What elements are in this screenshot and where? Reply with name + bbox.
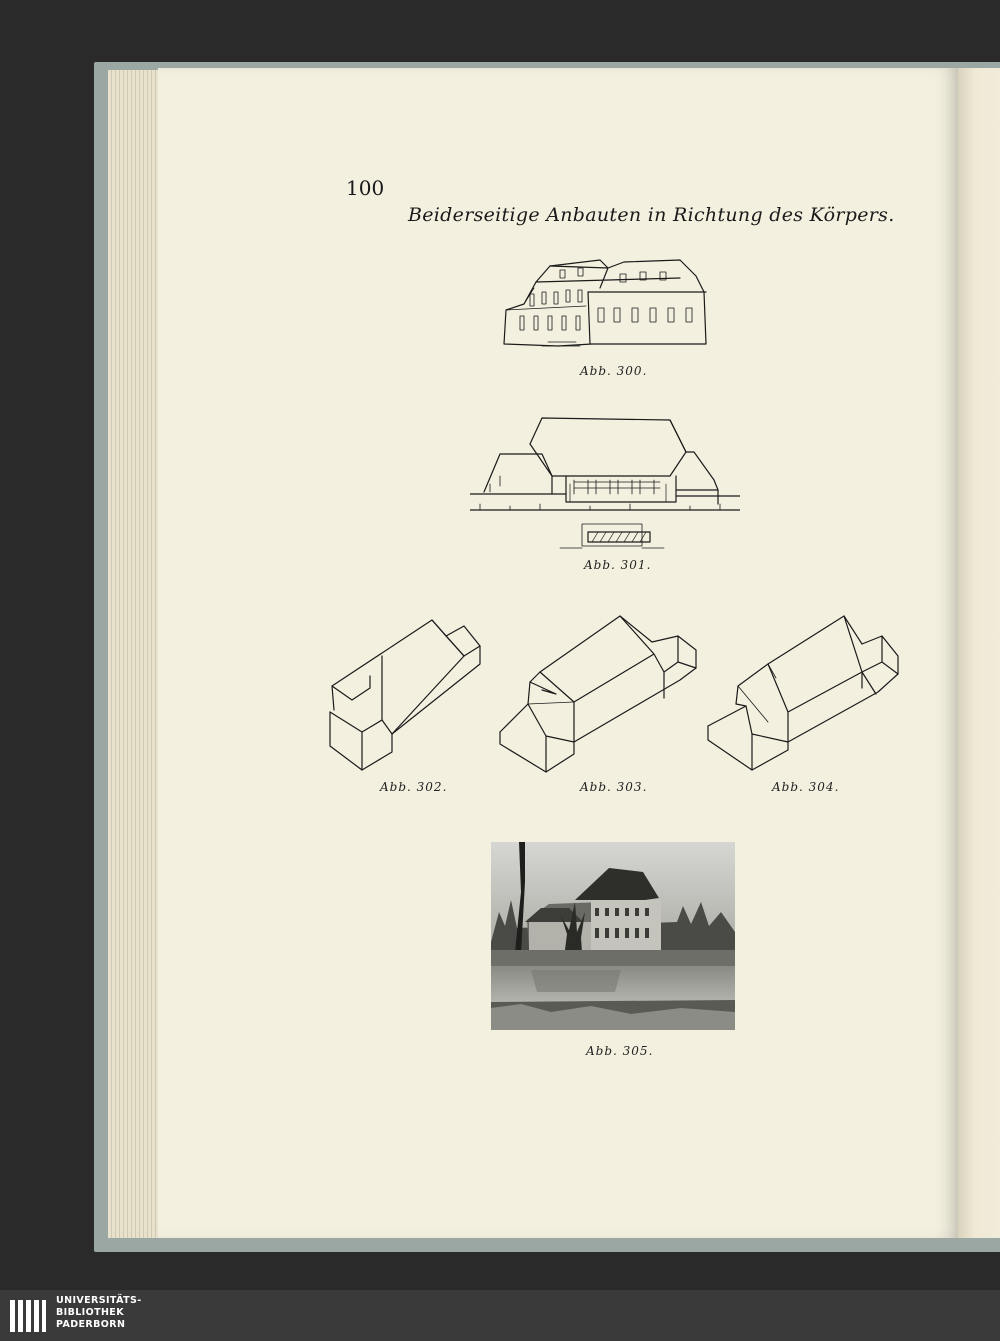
figure-302-caption: Abb. 302.	[380, 780, 448, 794]
library-name-line-2: BIBLIOTHEK	[56, 1307, 124, 1318]
library-name	[56, 1295, 142, 1331]
figure-305-photo-image	[491, 842, 735, 1030]
library-name-line-1: UNIVERSITÄTS-	[56, 1295, 142, 1306]
figure-301-caption: Abb. 301.	[584, 558, 652, 572]
figure-303-drawing	[498, 614, 698, 776]
library-logo-icon	[8, 1296, 48, 1336]
library-footer	[0, 1290, 1000, 1341]
figure-303-caption: Abb. 303.	[580, 780, 648, 794]
figure-304-drawing	[706, 614, 902, 776]
facing-page-edge	[958, 68, 1000, 1238]
page-number: 100	[346, 176, 385, 200]
page-heading: Beiderseitige Anbauten in Richtung des Körpers.	[408, 204, 895, 226]
figure-300-drawing	[500, 248, 712, 350]
figure-302-drawing	[322, 616, 488, 776]
figure-305-photo	[491, 842, 735, 1030]
figure-304-caption: Abb. 304.	[772, 780, 840, 794]
figure-305-caption: Abb. 305.	[586, 1044, 654, 1058]
library-name-line-3: PADERBORN	[56, 1319, 126, 1330]
figure-300-caption: Abb. 300.	[580, 364, 648, 378]
figure-301-drawing	[470, 414, 740, 554]
